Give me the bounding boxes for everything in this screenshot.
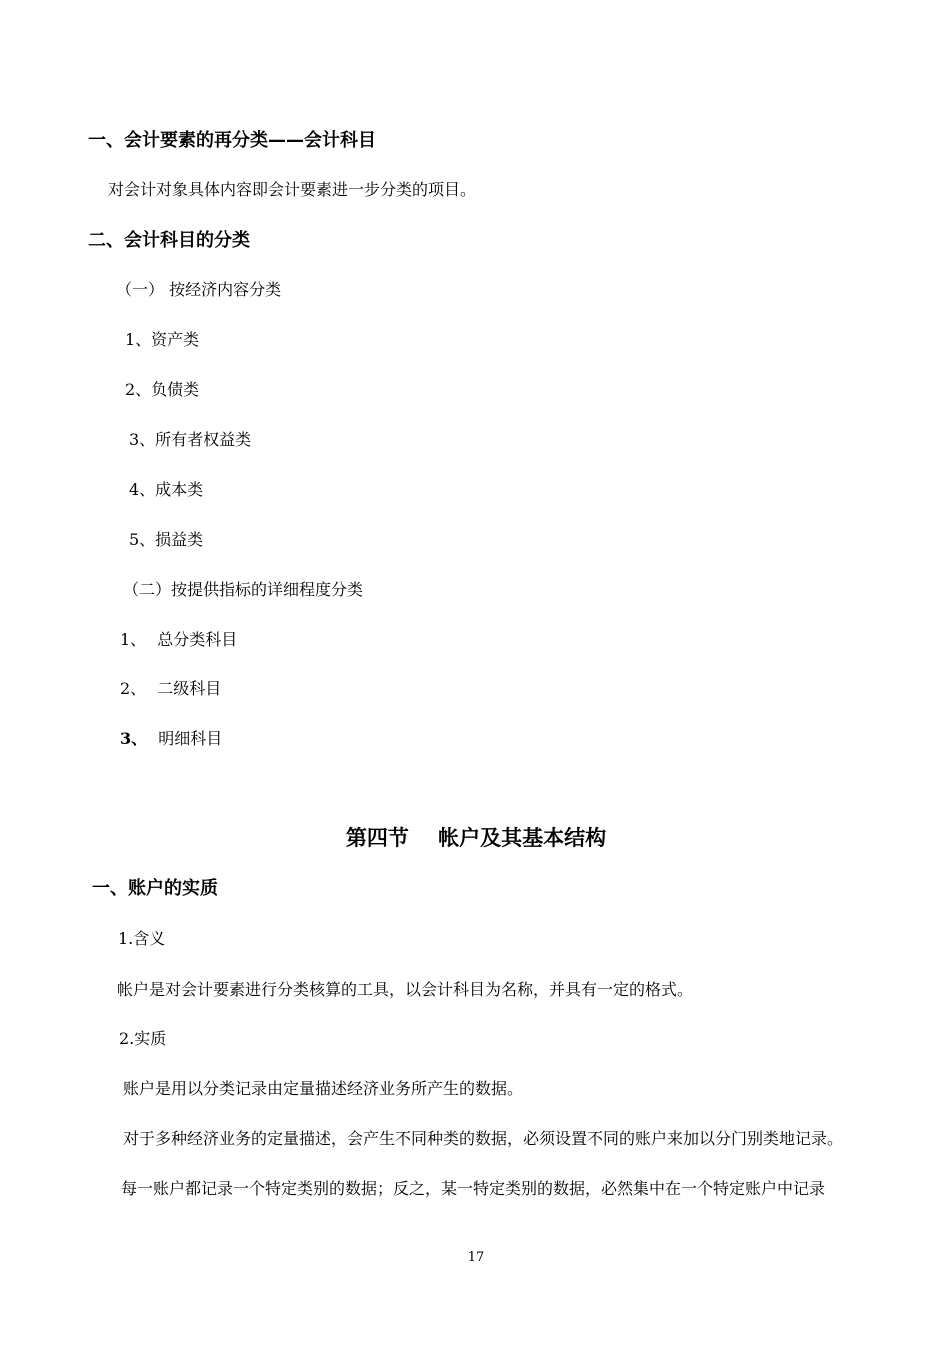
- paragraph: 每一账户都记录一个特定类别的数据；反之，某一特定类别的数据，必然集中在一个特定账户中记录: [121, 1179, 826, 1198]
- section-heading-account-essence: 一、账户的实质: [92, 878, 218, 899]
- list-item-label: 明细科目: [158, 729, 223, 748]
- paragraph: 账户是用以分类记录由定量描述经济业务所产生的数据。: [123, 1079, 524, 1098]
- group-title-economic-content: （一） 按经济内容分类: [116, 280, 282, 299]
- list-item: [120, 630, 237, 650]
- list-item: 2、负债类: [125, 380, 200, 399]
- definition-text: 对会计对象具体内容即会计要素进一步分类的项目。: [108, 180, 477, 199]
- subsection-title-meaning: 1.含义: [118, 929, 166, 948]
- section-heading-accounting-subjects: 一、会计要素的再分类——会计科目: [88, 130, 376, 151]
- group-title-detail-level: （二）按提供指标的详细程度分类: [123, 580, 364, 599]
- list-item: 4、成本类: [129, 480, 204, 499]
- list-item: 5、损益类: [129, 530, 204, 549]
- list-item: 1、资产类: [125, 330, 200, 349]
- chapter-title: 第四节 帐户及其基本结构: [345, 826, 607, 850]
- section-heading-classification: 二、会计科目的分类: [88, 230, 250, 251]
- meaning-text: 帐户是对会计要素进行分类核算的工具，以会计科目为名称，并具有一定的格式。: [117, 980, 694, 999]
- list-item-number: 3、: [120, 729, 148, 748]
- list-item-label: 总分类科目: [157, 630, 238, 649]
- subsection-title-essence: 2.实质: [119, 1029, 167, 1048]
- list-item: 3、所有者权益类: [129, 430, 252, 449]
- list-item-number: 1、: [120, 630, 147, 649]
- list-item: [120, 729, 222, 749]
- page-number: 17: [467, 1250, 485, 1265]
- paragraph: 对于多种经济业务的定量描述，会产生不同种类的数据，必须设置不同的账户来加以分门别类地记录。: [123, 1129, 844, 1148]
- list-item: [120, 679, 221, 699]
- list-item-number: 2、: [120, 679, 147, 698]
- list-item-label: 二级科目: [157, 679, 222, 698]
